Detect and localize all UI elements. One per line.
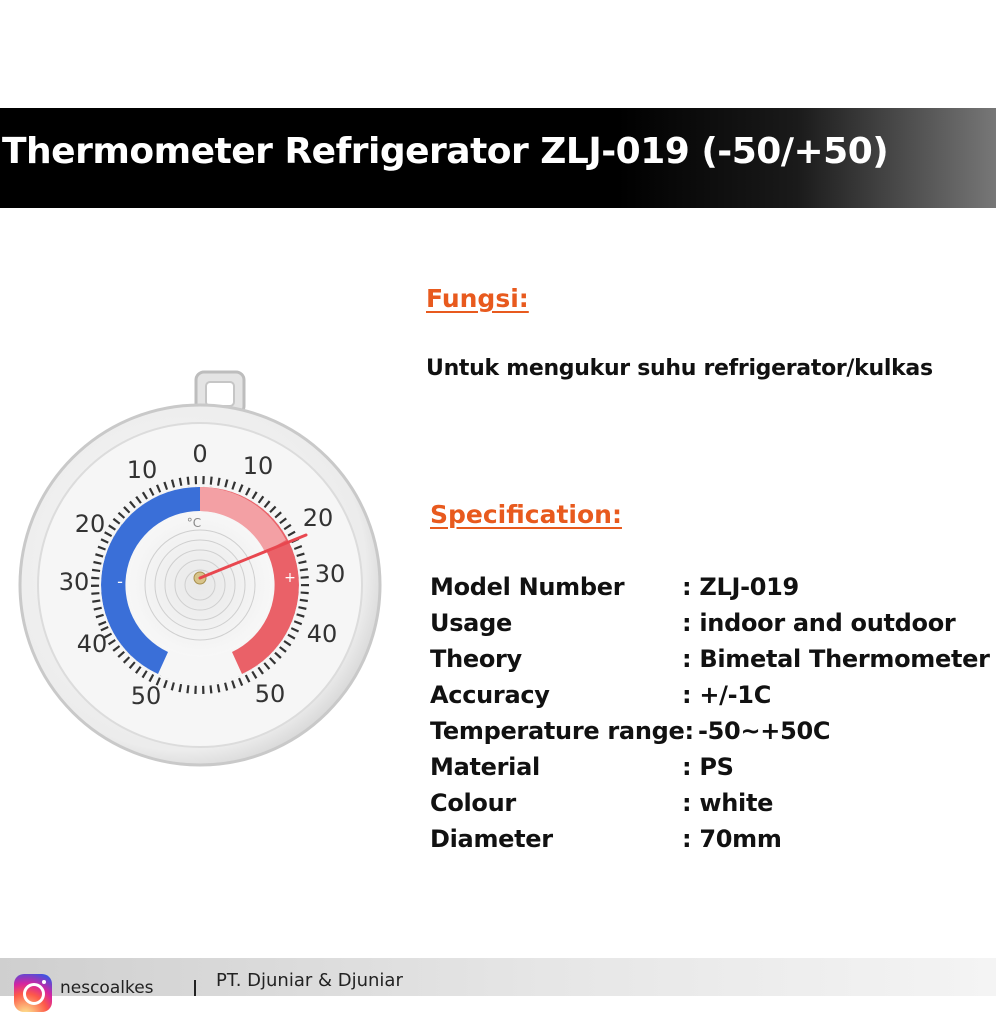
scale-label-minus-10: 10	[126, 456, 158, 484]
scale-label-0: 0	[192, 440, 208, 468]
scale-label-plus-20: 20	[302, 504, 334, 532]
spec-label: Diameter	[430, 825, 553, 853]
spec-value: : ZLJ-019	[682, 573, 799, 601]
footer-divider	[194, 980, 196, 996]
spec-label: Material	[430, 753, 540, 781]
unit-mark: °C	[186, 516, 202, 530]
instagram-icon[interactable]	[14, 974, 52, 1012]
fungsi-description: Untuk mengukur suhu refrigerator/kulkas	[426, 356, 933, 381]
spec-value: : white	[682, 789, 774, 817]
scale-label-plus-30: 30	[314, 560, 346, 588]
plus-mark: +	[284, 570, 296, 586]
spec-label: Theory	[430, 645, 522, 673]
spec-value: : PS	[682, 753, 734, 781]
spec-label: Accuracy	[430, 681, 550, 709]
page-title: Thermometer Refrigerator ZLJ-019 (-50/+50)	[2, 131, 889, 172]
scale-label-minus-20: 20	[74, 510, 106, 538]
spec-label: Model Number	[430, 573, 625, 601]
minus-mark: -	[117, 572, 123, 591]
scale-label-minus-50: 50	[130, 682, 162, 710]
company-name: PT. Djuniar & Djuniar	[216, 970, 403, 991]
spec-value: : 70mm	[682, 825, 782, 853]
scale-label-minus-30: 30	[58, 568, 90, 596]
spec-value: : indoor and outdoor	[682, 609, 956, 637]
scale-label-plus-10: 10	[242, 452, 274, 480]
spec-label: Usage	[430, 609, 512, 637]
spec-value: -50~+50C	[698, 717, 831, 745]
thermometer-product-image	[0, 360, 400, 780]
specification-heading: Specification:	[430, 500, 622, 529]
scale-label-plus-40: 40	[306, 620, 338, 648]
spec-value: : Bimetal Thermometer	[682, 645, 990, 673]
instagram-handle[interactable]: nescoalkes	[60, 978, 154, 998]
fungsi-heading: Fungsi:	[426, 284, 529, 313]
scale-label-plus-50: 50	[254, 680, 286, 708]
spec-value: : +/-1C	[682, 681, 772, 709]
spec-label: Temperature range:	[430, 717, 694, 745]
scale-label-minus-40: 40	[76, 630, 108, 658]
spec-label: Colour	[430, 789, 516, 817]
center-disc	[128, 513, 272, 657]
